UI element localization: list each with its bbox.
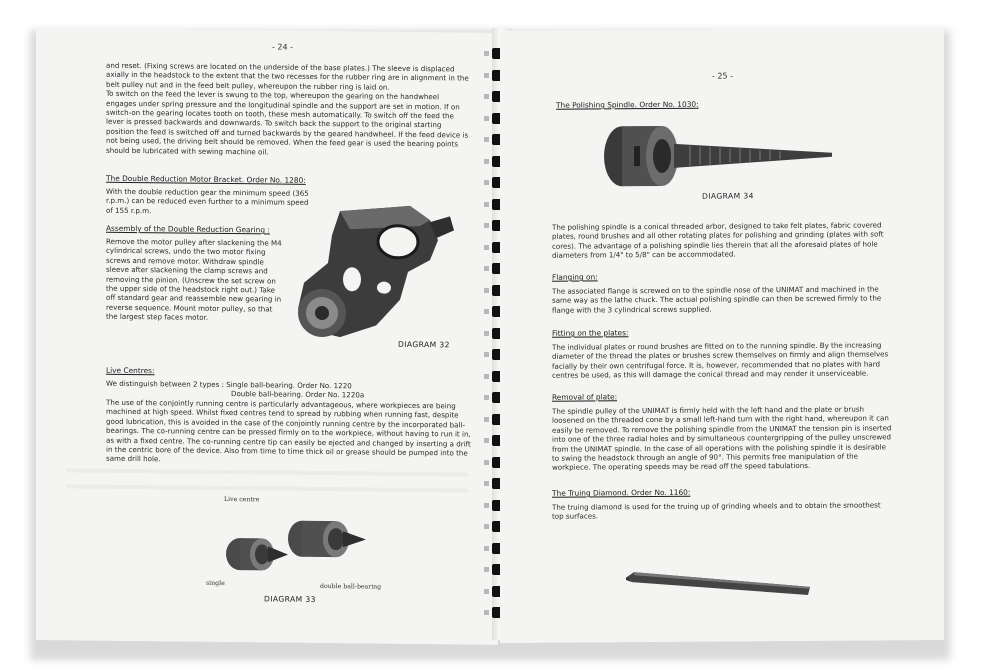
bracket-text: With the double reduction gear the minimum speed (365 r.p.m.) can be reduced even further to a minimum speed of 155 r.p.m. (106, 186, 309, 216)
label-single: single (206, 579, 225, 587)
fitting-text: The individual plates or round brushes are fitted on to the running spindle. By the increasing diameter of the thread the plates or brushes screw themselves on firmly and align themselves facially by their own centrifugal force. It is, however, recommended that no plates with hard centres be used, as this will damage the conical thread and may render it unserviceable. (552, 340, 889, 380)
truing-diamond-diagram (626, 567, 816, 602)
diagram-34-caption: DIAGRAM 34 (702, 191, 754, 201)
show-through-line (66, 468, 468, 476)
fitting-heading: Fitting on the plates: (552, 328, 629, 338)
label-live-centre: Live centre (224, 495, 260, 504)
show-through-line (66, 484, 468, 492)
diagram-33-caption: DIAGRAM 33 (264, 594, 316, 604)
truing-text: The truing diamond is used for the truing up of grinding wheels and to obtain the smoothest top surfaces. (552, 500, 881, 522)
flanging-text: The associated flange is screwed on to the spindle nose of the UNIMAT and machined in the same way as the lathe chuck. The actual polishing spindle can then be screwed firmly to the flange with the 3 cylindrical screws supplied. (552, 284, 882, 315)
live-centres-diagram (206, 508, 386, 580)
polishing-text: The polishing spindle is a conical threaded arbor, designed to take felt plates, fabric covered plates, round brushes and all other rotating plates for polishing and grinding (plates with soft cores). The advantage of a polishing spindle lies therein that all the aforesaid plates of hole diameters from 1/4" to 5/8" can be accommodated. (552, 220, 884, 260)
label-double-ball-bearing: double ball-bearing (320, 582, 382, 591)
removal-text: The spindle pulley of the UNIMAT is firmly held with the left hand and the plate or brush loosened on the threaded cone by a small left-hand turn with the right hand, whereupon it can easily be removed. To remove the polishing spindle from the UNIMAT the tension pin is inserted into one of the three radial holes and by simultaneous countergripping of the pulley unscrewed from the UNIMAT spindle. In the case of all operations with the polishing spindle it is desirable to swing the headstock through an angle of 90°. This permits free manipulation of the workpiece. The operating speeds may be read off the speed tabulations. (552, 404, 892, 473)
live-centres-heading: Live Centres: (106, 365, 155, 376)
polishing-spindle-diagram (600, 115, 840, 197)
right-page (500, 28, 944, 643)
assembly-heading: Assembly of the Double Reduction Gearing : (106, 223, 270, 235)
removal-heading: Removal of plate: (552, 392, 618, 402)
live-centres-text: The use of the conjointly running centre is particularly advantageous, where workpieces are being machined at high speed. Whilst fixed centres tend to spread by rubbing when running fast, despite good lubrication, this is avoided in the case of the conjointly running centre by the incorporated ball-bearings. The co-running centre can be pressed firmly on to the workpiece, without having to run it in, as with a fixed centre. The co-running centre tip can easily be ejected and changed by inserting a drift in the centric bore of the device. Also from time to time thick oil or grease should be pumped into the same drill hole. (106, 397, 471, 464)
flanging-heading: Flanging on: (552, 272, 598, 282)
page-number-25: - 25 - (712, 71, 734, 81)
diagram-32-caption: DIAGRAM 32 (398, 339, 450, 350)
types-block: We distinguish between 2 types : Single ball-bearing. Order No. 1220 Double ball-bearing. Order No. 1220a (106, 378, 365, 400)
assembly-text: Remove the motor pulley after slackening the M4 cylindrical screws, undo the two motor fixing screws and remove motor. Withdraw spindle sleeve after slackening the clamp screws and removing the pinion. (Unscrew the set screw on the upper side of the headstock right out.) Take off standard gear and reassemble new gearing in reverse sequence. Mount motor pulley, so that the largest step faces motor. (106, 236, 282, 323)
left-page (36, 28, 498, 645)
bracket-heading: The Double Reduction Motor Bracket. Order No. 1280: (106, 173, 306, 185)
intro-paragraph: and reset. (Fixing screws are located on the underside of the base plates.) The sleeve is displaced axially in the headstock to the extent that the two recesses for the rubber ring are in alignment in the belt pulley nut and in the feed belt pulley, whereupon the rubber ring is laid on. To switch on the feed the lever is swung to the top, whereupon the gearing on the handwheel engages under spring pressure and the longitudinal spindle and the support are set in motion. If on switch-on the gearing locates tooth on tooth, these mesh automatically. To switch off the feed the lever is pressed backwards and downwards. To switch back the support to the original starting position the feed is switched off and turned backwards by the geared handwheel. If the feed device is not being used, the driving belt should be removed. When the feed gear is used the bearing points should be lubricated with sewing machine oil. (106, 60, 469, 157)
page-number-24: - 24 - (272, 42, 294, 52)
truing-heading: The Truing Diamond. Order No. 1160: (552, 487, 691, 498)
polishing-heading: The Polishing Spindle. Order No. 1030: (556, 99, 699, 110)
motor-bracket-diagram (280, 199, 460, 351)
